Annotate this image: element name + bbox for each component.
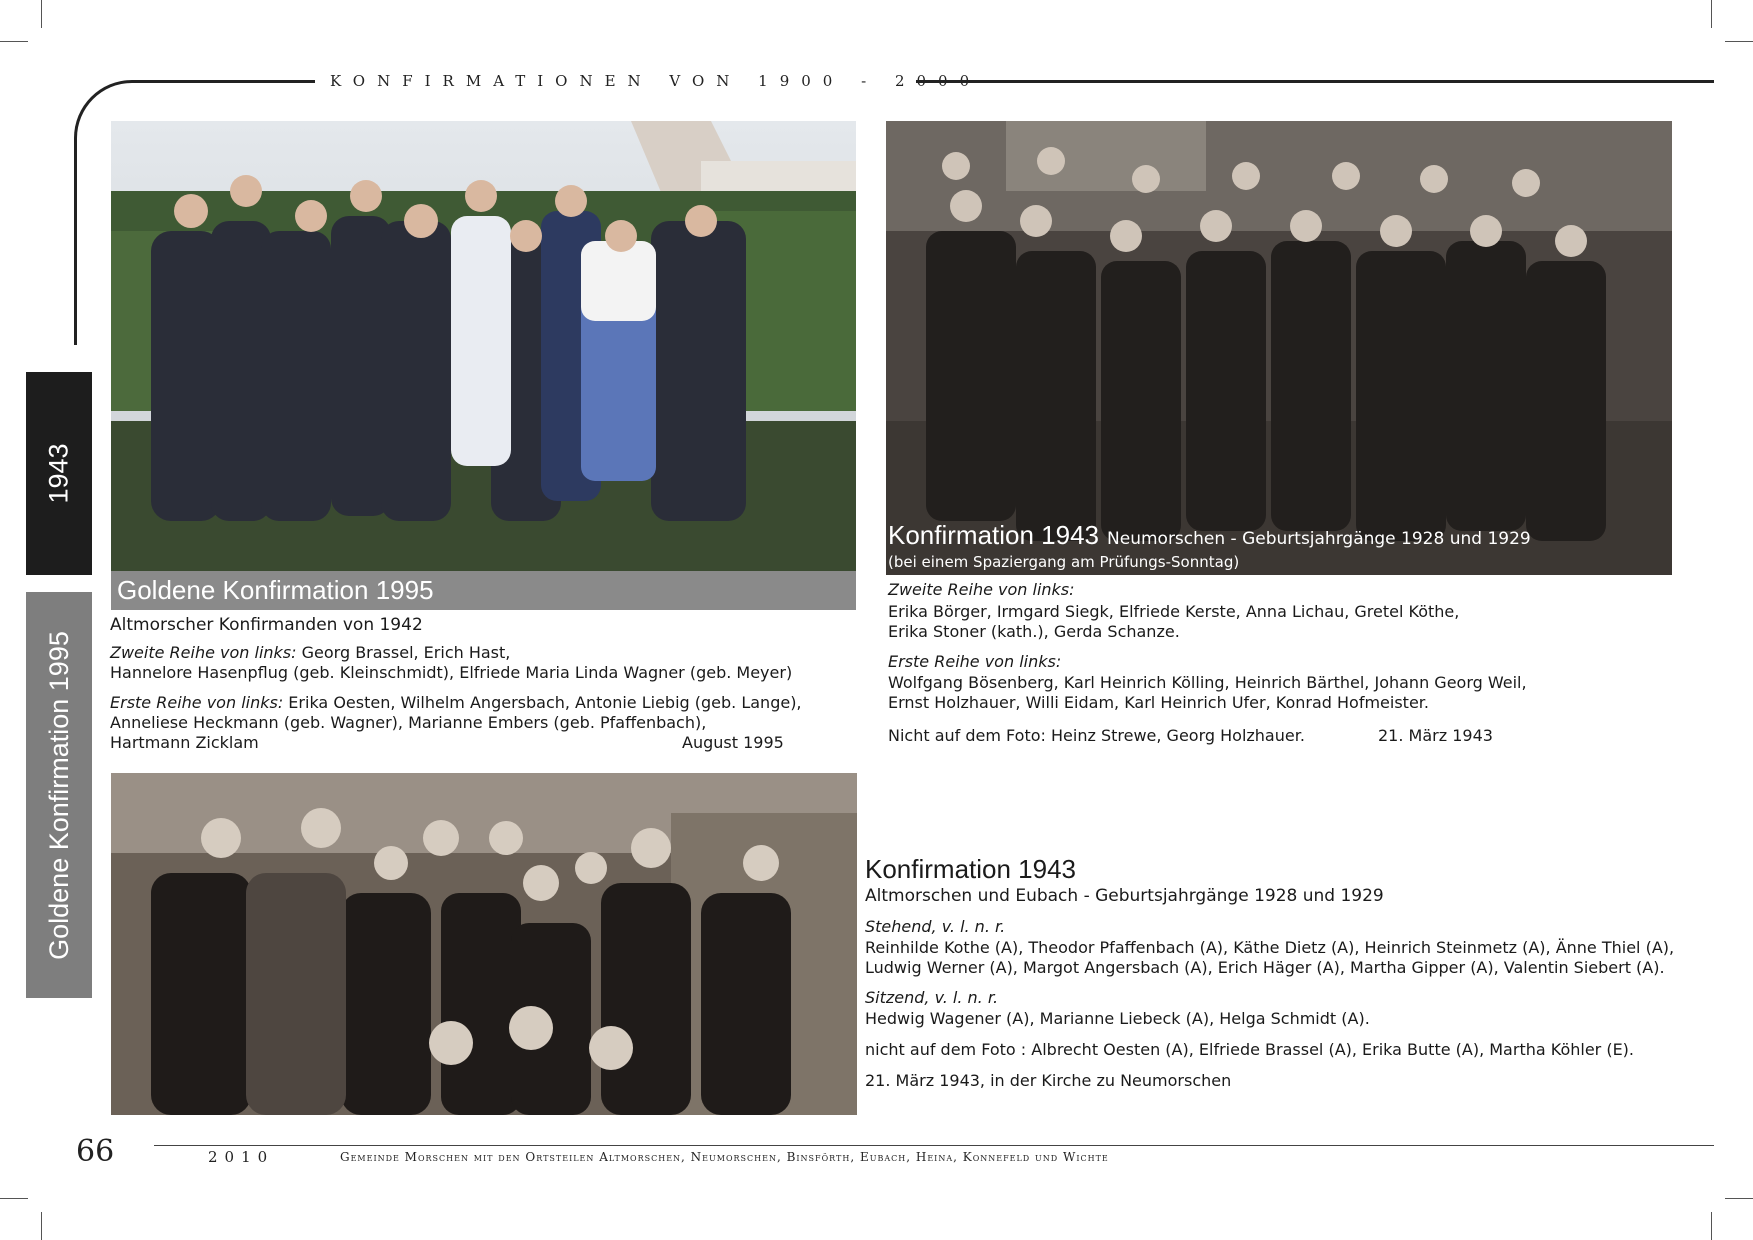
photo-konfirmation-1943-altmorschen [111, 773, 857, 1115]
page-number: 66 [76, 1134, 115, 1169]
photo3-title: Konfirmation 1943 [865, 854, 1077, 884]
photo2-row1-line1: Wolfgang Bösenberg, Karl Heinrich Kölling, Heinrich Bärthel, Johann Georg Weil, [888, 673, 1527, 692]
photo2-title-detail: Neumorschen - Geburtsjahrgänge 1928 und 1929 [1107, 529, 1531, 549]
crop-mark [41, 0, 42, 28]
photo2-row2-label [888, 580, 1075, 600]
crop-mark [0, 41, 28, 42]
photo3-standing-line2: Ludwig Werner (A), Margot Angersbach (A), Erich Häger (A), Martha Gipper (A), Valentin Siebert (A). [865, 958, 1665, 977]
section-tab-label: Goldene Konfirmation 1995 [43, 630, 74, 960]
photo2-note: (bei einem Spaziergang am Prüfungs-Sonntag) [888, 553, 1240, 571]
photo2-row2-line1: Erika Börger, Irmgard Siegk, Elfriede Kerste, Anna Lichau, Gretel Köthe, [888, 602, 1460, 621]
photo1-row2-names: Georg Brassel, Erich Hast, [296, 643, 511, 662]
photo2-row1-label-text: Erste Reihe von links: [888, 652, 1062, 671]
photo2-title: Konfirmation 1943 [888, 520, 1100, 550]
photo1-row1-line2: Anneliese Heckmann (geb. Wagner), Marianne Embers (geb. Pfaffenbach), [110, 713, 707, 732]
photo3-subtitle: Altmorschen und Eubach - Geburtsjahrgänge 1928 und 1929 [865, 886, 1384, 906]
photo1-row2-line2: Hannelore Hasenpflug (geb. Kleinschmidt), Elfriede Maria Linda Wagner (geb. Meyer) [110, 663, 793, 682]
photo2-overlay-title [888, 520, 1531, 571]
header-rule-right [916, 80, 1714, 83]
crop-mark [41, 1212, 42, 1240]
footer-text: Gemeinde Morschen mit den Ortsteilen Altmorschen, Neumorschen, Binsförth, Eubach, Heina, Konnefeld und Wichte [340, 1150, 1109, 1164]
photo2-missing: Nicht auf dem Foto: Heinz Strewe, Georg Holzhauer. [888, 726, 1305, 745]
photo1-caption-bar: Goldene Konfirmation 1995 [111, 571, 856, 610]
photo2-row2-label-text: Zweite Reihe von links: [888, 580, 1075, 599]
photo2-row1-label [888, 652, 1061, 672]
section-tab [26, 592, 92, 998]
photo2-row1-line2: Ernst Holzhauer, Willi Eidam, Karl Heinrich Ufer, Konrad Hofmeister. [888, 693, 1429, 712]
year-tab [26, 372, 92, 575]
photo1-row1-names: Erika Oesten, Wilhelm Angersbach, Antonie Liebig (geb. Lange), [283, 693, 802, 712]
photo1-row1-line1 [110, 693, 802, 713]
photo3-sitting-line1: Hedwig Wagener (A), Marianne Liebeck (A), Helga Schmidt (A). [865, 1009, 1370, 1028]
photo3-standing-label [865, 917, 1005, 937]
photo1-row2-label: Zweite Reihe von links: [110, 643, 297, 662]
footer-year: 2010 [208, 1148, 275, 1166]
photo3-standing-line1: Reinhilde Kothe (A), Theodor Pfaffenbach (A), Käthe Dietz (A), Heinrich Steinmetz (A), Änne Thiel (A), [865, 938, 1675, 957]
photo3-sitting-label-text: Sitzend, v. l. n. r. [865, 988, 999, 1007]
photo1-row1-label: Erste Reihe von links: [110, 693, 284, 712]
photo2-date: 21. März 1943 [1378, 726, 1493, 745]
photo1-date: August 1995 [682, 733, 784, 752]
photo2-row2-line2: Erika Stoner (kath.), Gerda Schanze. [888, 622, 1180, 641]
photo-konfirmation-1943-neumorschen [886, 121, 1672, 575]
year-tab-label: 1943 [43, 443, 74, 504]
photo1-row1-line3: Hartmann Zicklam [110, 733, 259, 752]
footer-rule [154, 1145, 1714, 1146]
crop-mark [1711, 0, 1712, 28]
photo3-missing: nicht auf dem Foto : Albrecht Oesten (A), Elfriede Brassel (A), Erika Butte (A), Martha Köhler (E). [865, 1040, 1634, 1059]
crop-mark [1725, 41, 1753, 42]
photo3-standing-label-text: Stehend, v. l. n. r. [865, 917, 1006, 936]
photo1-subtitle: Altmorscher Konfirmanden von 1942 [110, 615, 423, 635]
photo3-sitting-label [865, 988, 998, 1008]
running-title: KONFIRMATIONEN VON 1900 - 2000 [330, 72, 982, 90]
crop-mark [1725, 1198, 1753, 1199]
photo3-date-place: 21. März 1943, in der Kirche zu Neumorschen [865, 1071, 1232, 1090]
photo1-row2-line1 [110, 643, 510, 663]
photo-goldene-konfirmation-1995 [111, 121, 856, 571]
crop-mark [0, 1198, 28, 1199]
crop-mark [1711, 1212, 1712, 1240]
header-rule-left [133, 80, 315, 83]
